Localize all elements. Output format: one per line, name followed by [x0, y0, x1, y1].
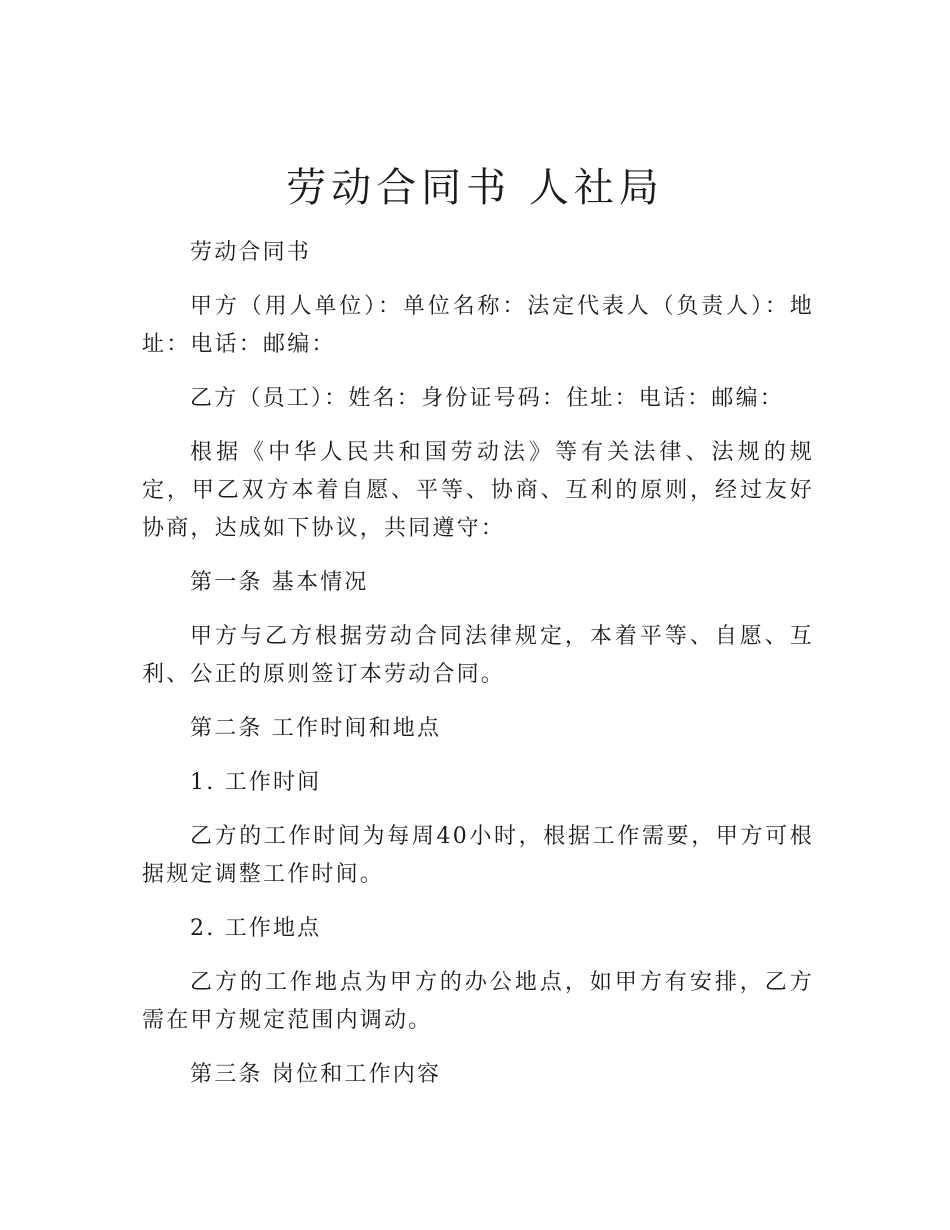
article-1-text: 甲方与乙方根据劳动合同法律规定，本着平等、自愿、互利、公正的原则签订本劳动合同。	[142, 624, 814, 687]
document-body	[142, 234, 814, 1110]
article-2-item-2-heading: 2. 工作地点	[190, 916, 322, 941]
paragraph-party-b: 乙方（员工）：姓名：身份证号码：住址：电话：邮编：	[190, 386, 785, 411]
article-2-item-1-heading: 1. 工作时间	[190, 770, 322, 795]
article-2-item-1-text: 乙方的工作时间为每周40小时，根据工作需要，甲方可根据规定调整工作时间。	[142, 824, 814, 887]
document-title: 劳动合同书 人社局	[286, 165, 664, 211]
article-2-item-2-text: 乙方的工作地点为甲方的办公地点，如甲方有安排，乙方需在甲方规定范围内调动。	[142, 970, 814, 1033]
article-3-heading: 第三条 岗位和工作内容	[190, 1062, 442, 1087]
article-1-heading: 第一条 基本情况	[190, 570, 369, 595]
paragraph-heading: 劳动合同书	[190, 240, 312, 265]
article-2-heading: 第二条 工作时间和地点	[190, 716, 442, 741]
paragraph-party-a: 甲方（用人单位）：单位名称：法定代表人（负责人）：地址：电话：邮编：	[142, 294, 814, 357]
paragraph-preamble: 根据《中华人民共和国劳动法》等有关法律、法规的规定，甲乙双方本着自愿、平等、协商、互利的原则，经过友好协商，达成如下协议，共同遵守：	[142, 440, 814, 541]
